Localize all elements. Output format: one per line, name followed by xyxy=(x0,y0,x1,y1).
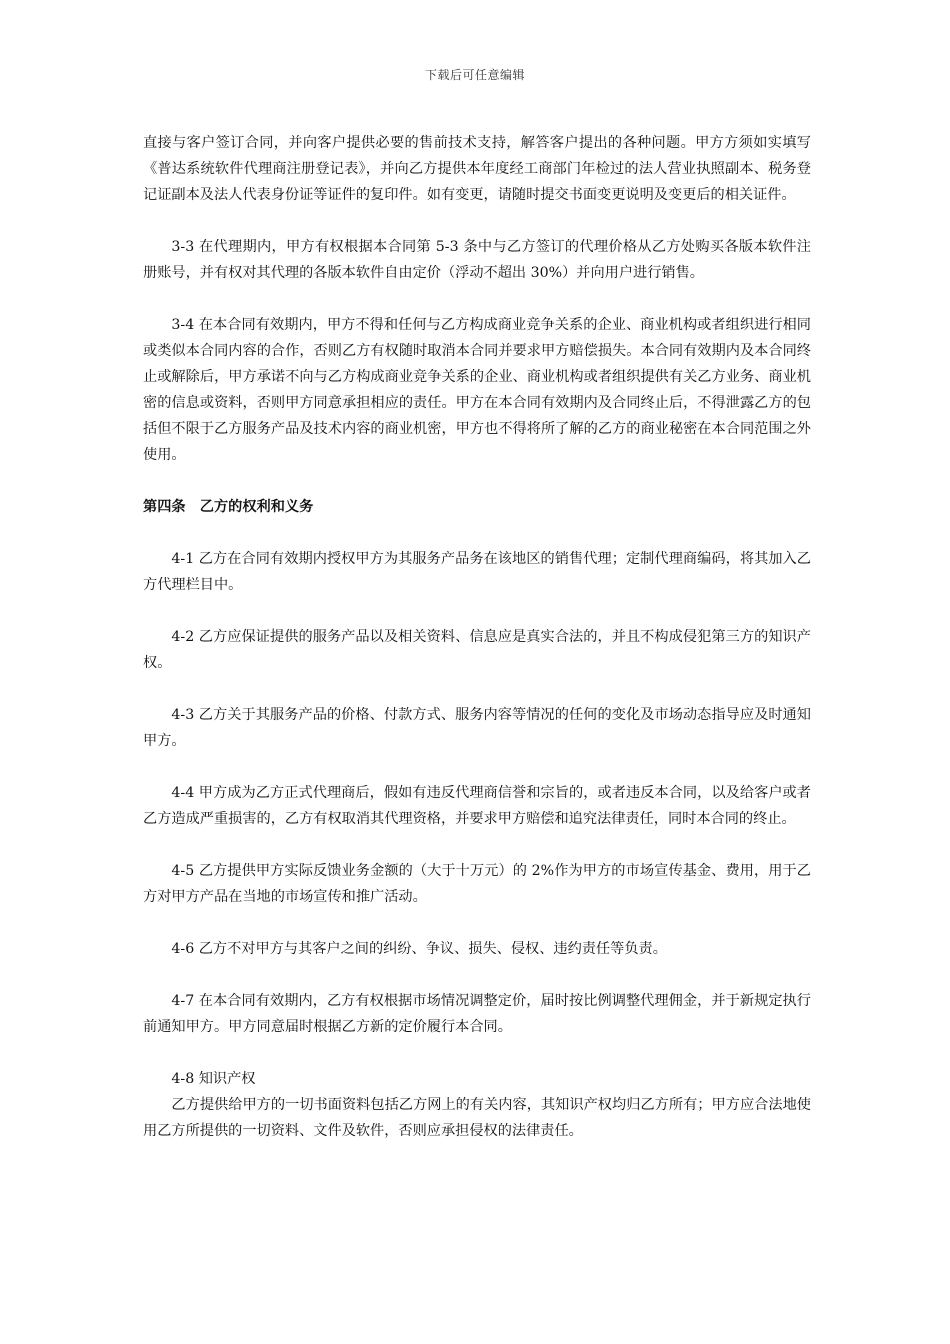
clause-3-4: 3-4 在本合同有效期内，甲方不得和任何与乙方构成商业竞争关系的企业、商业机构或者组织进行相同或类似本合同内容的合作，否则乙方有权随时取消本合同并要求甲方赔偿损失。本合同有效期内及本合同终止或解除后，甲方承诺不向与乙方构成商业竞争关系的企业、商业机构或者组织提供有关乙方业务、商业机密的信息或资料，否则甲方同意承担相应的责任。甲方在本合同有效期内及合同终止后，不得泄露乙方的包括但不限于乙方服务产品及技术内容的商业机密，甲方也不得将所了解的乙方的商业秘密在本合同范围之外使用。 xyxy=(143,317,811,463)
clause-4-5: 4-5 乙方提供甲方实际反馈业务金额的（大于十万元）的 2%作为甲方的市场宣传基金、费用，用于乙方对甲方产品在当地的市场宣传和推广活动。 xyxy=(143,863,811,905)
clause-4-8-title: 4-8 知识产权 xyxy=(171,1071,256,1087)
clause-4-3: 4-3 乙方关于其服务产品的价格、付款方式、服务内容等情况的任何的变化及市场动态指导应及时通知甲方。 xyxy=(143,707,811,749)
document-body xyxy=(143,130,811,1170)
page-header: 下载后可任意编辑 xyxy=(424,68,525,82)
section-heading-article-4: 第四条 乙方的权利和义务 xyxy=(143,499,314,515)
clause-4-2: 4-2 乙方应保证提供的服务产品以及相关资料、信息应是真实合法的，并且不构成侵犯第三方的知识产权。 xyxy=(143,629,811,671)
clause-3-3: 3-3 在代理期内，甲方有权根据本合同第 5-3 条中与乙方签订的代理价格从乙方处购买各版本软件注册账号，并有权对其代理的各版本软件自由定价（浮动不超出 30%）并向用户进行销售。 xyxy=(143,239,811,281)
clause-4-8-body: 乙方提供给甲方的一切书面资料包括乙方网上的有关内容，其知识产权均归乙方所有；甲方应合法地使用乙方所提供的一切资料、文件及软件，否则应承担侵权的法律责任。 xyxy=(143,1097,811,1139)
clause-4-1: 4-1 乙方在合同有效期内授权甲方为其服务产品务在该地区的销售代理；定制代理商编码，将其加入乙方代理栏目中。 xyxy=(143,551,811,593)
paragraph-intro: 直接与客户签订合同，并向客户提供必要的售前技术支持，解答客户提出的各种问题。甲方方须如实填写《普达系统软件代理商注册登记表》，并向乙方提供本年度经工商部门年检过的法人营业执照副本、税务登记证副本及法人代表身份证等证件的复印件。如有变更，请随时提交书面变更说明及变更后的相关证件。 xyxy=(143,135,811,203)
clause-4-6: 4-6 乙方不对甲方与其客户之间的纠纷、争议、损失、侵权、违约责任等负责。 xyxy=(171,941,667,957)
clause-4-4: 4-4 甲方成为乙方正式代理商后，假如有违反代理商信誉和宗旨的，或者违反本合同，以及给客户或者乙方造成严重损害的，乙方有权取消其代理资格，并要求甲方赔偿和追究法律责任，同时本合同的终止。 xyxy=(143,785,811,827)
clause-4-7: 4-7 在本合同有效期内，乙方有权根据市场情况调整定价，届时按比例调整代理佣金，并于新规定执行前通知甲方。甲方同意届时根据乙方新的定价履行本合同。 xyxy=(143,993,811,1035)
